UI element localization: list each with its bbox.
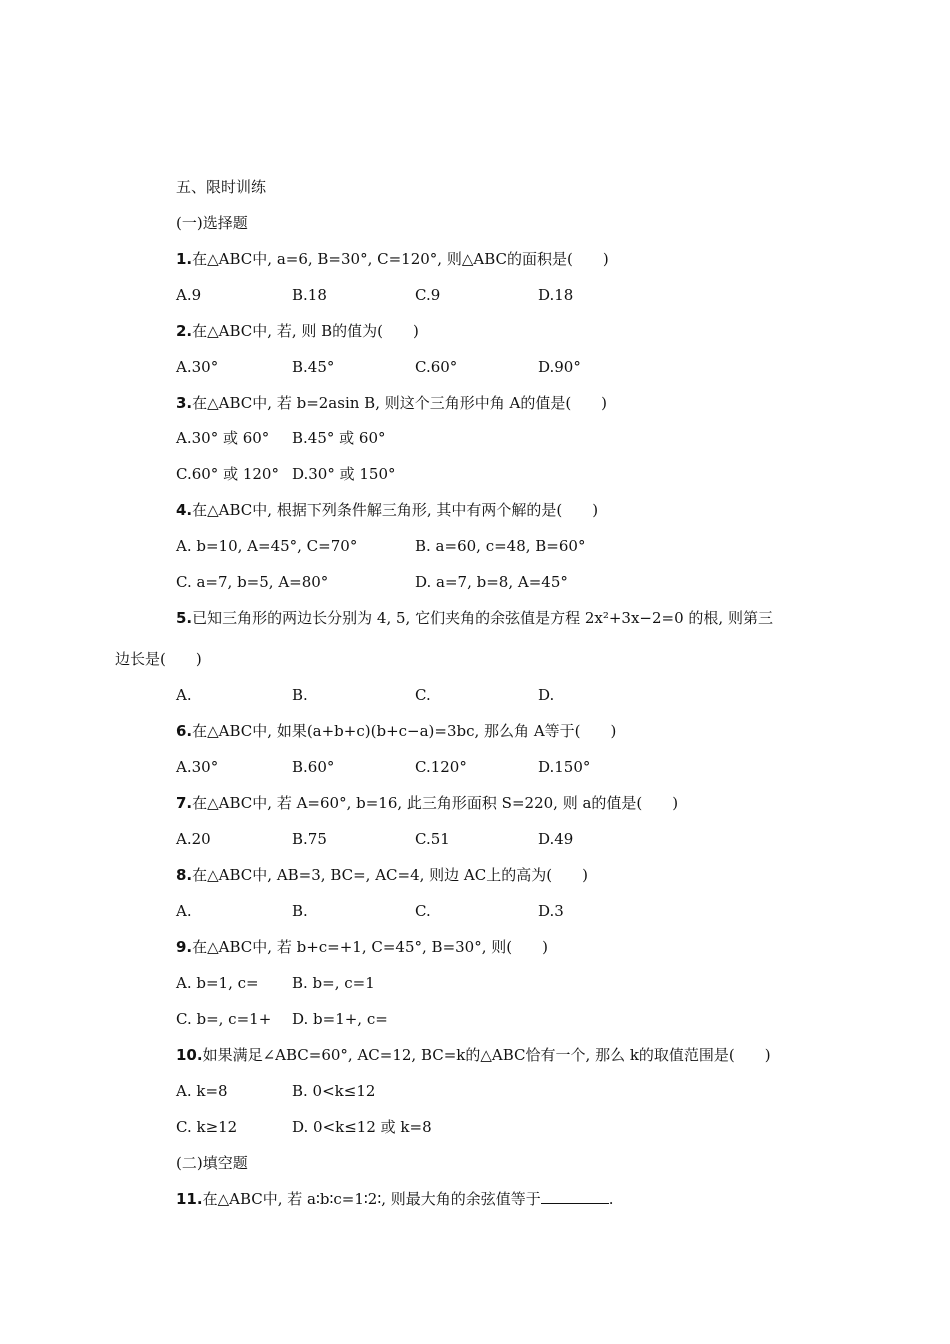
section-title: 五、限时训练: [176, 178, 267, 196]
option-d: D.49: [538, 830, 574, 848]
question-2: [176, 321, 419, 341]
question-number: 1.: [176, 250, 193, 268]
question-number: 8.: [176, 866, 193, 884]
option-a: A. b=1, c=: [176, 974, 259, 992]
option-d: D. b=1+, c=: [292, 1010, 388, 1028]
option-d: D. a=7, b=8, A=45°: [415, 573, 568, 591]
question-5-continued: 边长是( ): [115, 650, 202, 668]
option-b: B. 0<k≤12: [292, 1082, 376, 1100]
question-number: 11.: [176, 1190, 203, 1208]
question-6: [176, 721, 616, 741]
question-tail: .: [608, 1190, 614, 1208]
option-c: C. b=, c=1+: [176, 1010, 272, 1028]
option-c: C. k≥12: [176, 1118, 238, 1136]
option-c: C. a=7, b=5, A=80°: [176, 573, 329, 591]
option-b: B. a=60, c=48, B=60°: [415, 537, 586, 555]
option-a: A.30° 或 60°: [176, 429, 270, 447]
question-8: [176, 865, 588, 885]
option-c: C.: [415, 902, 431, 920]
option-d: D.90°: [538, 358, 581, 376]
option-a: A.20: [176, 830, 211, 848]
question-10: [176, 1045, 771, 1065]
question-3: [176, 393, 607, 413]
question-number: 7.: [176, 794, 193, 812]
option-d: D.3: [538, 902, 564, 920]
option-b: B. b=, c=1: [292, 974, 375, 992]
option-a: A. b=10, A=45°, C=70°: [176, 537, 358, 555]
question-1: [176, 249, 609, 269]
question-text: 在△ABC中, 若 b=2asin B, 则这个三角形中角 A的值是( ): [192, 394, 608, 412]
option-a: A.: [176, 686, 192, 704]
question-number: 10.: [176, 1046, 203, 1064]
question-text: 在△ABC中, 若 A=60°, b=16, 此三角形面积 S=220, 则 a的值是( ): [192, 794, 679, 812]
question-text: 在△ABC中, 如果(a+b+c)(b+c−a)=3bc, 那么角 A等于( ): [192, 722, 617, 740]
option-d: D. 0<k≤12 或 k=8: [292, 1118, 432, 1136]
part2-title: (二)填空题: [176, 1154, 248, 1172]
option-b: B.45° 或 60°: [292, 429, 386, 447]
option-c: C.120°: [415, 758, 467, 776]
question-text: 已知三角形的两边长分别为 4, 5, 它们夹角的余弦值是方程 2x²+3x−2=0 的根, 则第三: [192, 609, 773, 627]
option-b: B.60°: [292, 758, 335, 776]
option-b: B.: [292, 902, 308, 920]
option-a: A.: [176, 902, 192, 920]
option-a: A. k=8: [176, 1082, 228, 1100]
question-5: [176, 608, 773, 628]
question-text: 在△ABC中, AB=3, BC=, AC=4, 则边 AC上的高为( ): [192, 866, 588, 884]
option-c: C.60°: [415, 358, 458, 376]
option-d: D.: [538, 686, 555, 704]
option-c: C.51: [415, 830, 450, 848]
option-b: B.: [292, 686, 308, 704]
question-number: 6.: [176, 722, 193, 740]
option-a: A.30°: [176, 758, 219, 776]
option-b: B.75: [292, 830, 327, 848]
question-text: 如果满足∠ABC=60°, AC=12, BC=k的△ABC恰有一个, 那么 k的取值范围是( ): [202, 1046, 771, 1064]
question-9: [176, 937, 548, 957]
option-c: C.60° 或 120°: [176, 465, 279, 483]
option-b: B.45°: [292, 358, 335, 376]
option-d: D.30° 或 150°: [292, 465, 396, 483]
question-11: [176, 1189, 614, 1209]
option-d: D.150°: [538, 758, 591, 776]
question-number: 5.: [176, 609, 193, 627]
question-number: 4.: [176, 501, 193, 519]
question-text: 在△ABC中, 若 a∶b∶c=1∶2∶, 则最大角的余弦值等于: [202, 1190, 541, 1208]
option-c: C.: [415, 686, 431, 704]
option-c: C.9: [415, 286, 441, 304]
answer-blank[interactable]: [541, 1189, 609, 1204]
option-a: A.9: [176, 286, 202, 304]
option-b: B.18: [292, 286, 327, 304]
part1-title: (一)选择题: [176, 214, 248, 232]
option-d: D.18: [538, 286, 574, 304]
question-4: [176, 500, 598, 520]
question-number: 2.: [176, 322, 193, 340]
question-text: 在△ABC中, 若, 则 B的值为( ): [192, 322, 419, 340]
question-text: 在△ABC中, 根据下列条件解三角形, 其中有两个解的是( ): [192, 501, 599, 519]
question-text: 在△ABC中, a=6, B=30°, C=120°, 则△ABC的面积是( ): [192, 250, 609, 268]
question-text: 在△ABC中, 若 b+c=+1, C=45°, B=30°, 则( ): [192, 938, 548, 956]
option-a: A.30°: [176, 358, 219, 376]
question-number: 3.: [176, 394, 193, 412]
question-7: [176, 793, 678, 813]
question-number: 9.: [176, 938, 193, 956]
